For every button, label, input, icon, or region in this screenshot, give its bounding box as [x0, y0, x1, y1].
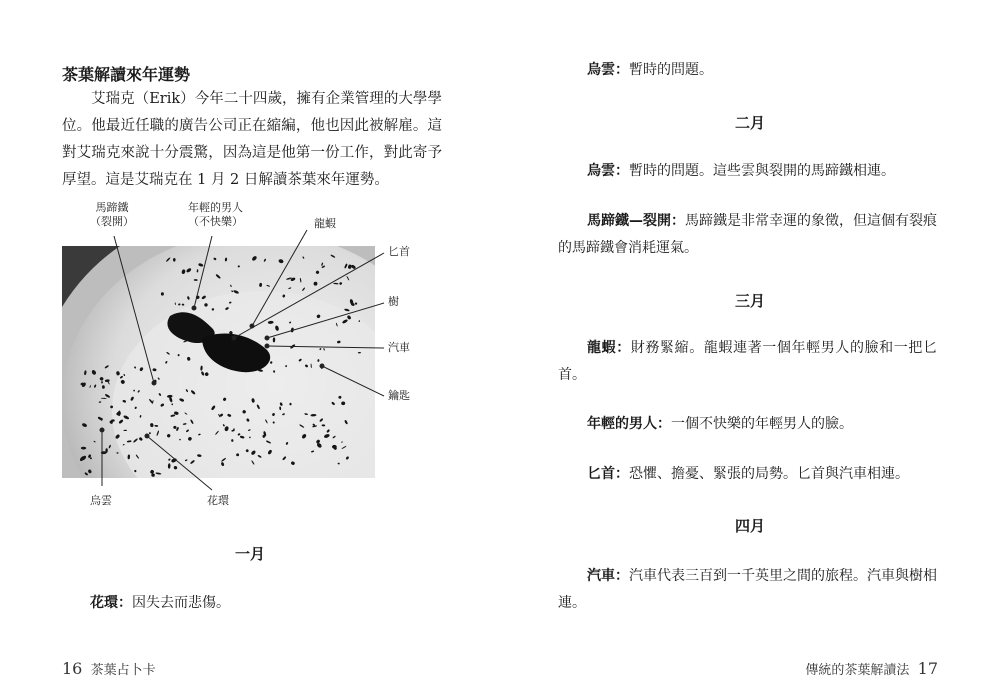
entry-young-man-term: 年輕的男人： — [587, 416, 671, 432]
tea-leaf-speck — [173, 258, 176, 262]
entry-horseshoe — [558, 208, 937, 262]
tea-leaf-speck — [116, 452, 118, 453]
entry-cloud-2-term: 烏雲： — [587, 163, 629, 179]
label-dark-cloud: 烏雲 — [90, 494, 112, 507]
month-march: 三月 — [734, 292, 765, 310]
label-dagger: 匕首 — [388, 245, 410, 258]
entry-cloud-1-term: 烏雲： — [587, 62, 629, 78]
entry-lobster-term: 龍蝦： — [587, 340, 631, 356]
entry-cloud-1 — [587, 57, 937, 84]
entry-car-term: 汽車： — [587, 568, 629, 584]
label-tree: 樹 — [388, 295, 399, 308]
tea-leaf-speck — [231, 439, 233, 442]
month-january: 一月 — [234, 545, 265, 563]
label-lobster: 龍蝦 — [314, 217, 336, 230]
running-title-left: 茶葉占卜卡 — [90, 663, 156, 678]
intro-paragraph: 艾瑞克（Erik）今年二十四歲，擁有企業管理的大學學位。他最近任職的廣告公司正在縮編，他也因此被解雇。這對艾瑞克來說十分震驚，因為這是他第一份工作，對此寄予厚望。這是艾瑞克在 1 月 2 日解讀茶葉來年運勢。 — [62, 91, 442, 188]
entry-dagger-term: 匕首： — [587, 466, 629, 482]
label-wreath: 花環 — [207, 494, 229, 507]
tea-leaf-speck — [341, 402, 345, 406]
entry-wreath-text: 因失去而悲傷。 — [132, 595, 230, 611]
label-car: 汽車 — [388, 341, 410, 354]
label-young-man-note: （不快樂） — [188, 215, 243, 228]
running-title-right: 傳統的茶葉解讀法 — [805, 663, 910, 678]
entry-lobster — [558, 335, 937, 389]
tea-cup-photo — [62, 246, 375, 478]
section-title: 茶葉解讀來年運勢 — [62, 65, 191, 84]
page-number-right: 17 — [917, 659, 938, 678]
left-footer — [62, 659, 156, 678]
page-number-left: 16 — [62, 659, 83, 678]
label-horseshoe — [90, 201, 134, 229]
entry-young-man — [587, 411, 937, 438]
entry-cloud-2-text: 暫時的問題。這些雲與裂開的馬蹄鐵相連。 — [629, 163, 895, 179]
label-young-man-text: 年輕的男人 — [188, 201, 243, 214]
entry-car — [558, 563, 937, 617]
label-key: 鑰匙 — [388, 389, 410, 402]
label-horseshoe-note: （裂開） — [90, 215, 134, 228]
tea-leaf-figure — [62, 198, 442, 518]
entry-horseshoe-text: 馬蹄鐵是非常幸運的象徵，但這個有裂痕的馬蹄鐵會消耗運氣。 — [558, 213, 937, 256]
entry-wreath-term: 花環： — [90, 595, 132, 611]
right-footer — [805, 659, 938, 678]
label-young-man — [188, 201, 243, 229]
entry-dagger-text: 恐懼、擔憂、緊張的局勢。匕首與汽車相連。 — [629, 466, 909, 482]
label-horseshoe-text: 馬蹄鐵 — [95, 201, 129, 214]
entry-horseshoe-term: 馬蹄鐵—裂開： — [587, 213, 685, 229]
month-april: 四月 — [734, 517, 765, 535]
entry-dagger — [587, 461, 937, 488]
month-february: 二月 — [734, 114, 765, 132]
right-page — [500, 0, 1000, 700]
entry-young-man-text: 一個不快樂的年輕男人的臉。 — [671, 416, 853, 432]
entry-lobster-text: 財務緊縮。龍蝦連著一個年輕男人的臉和一把匕首。 — [558, 340, 938, 383]
entry-cloud-1-text: 暫時的問題。 — [629, 62, 713, 78]
entry-car-text: 汽車代表三百到一千英里之間的旅程。汽車與樹相連。 — [558, 568, 937, 611]
tea-leaf-speck — [101, 451, 107, 454]
entry-cloud-2 — [587, 158, 937, 185]
entry-wreath — [90, 590, 440, 617]
